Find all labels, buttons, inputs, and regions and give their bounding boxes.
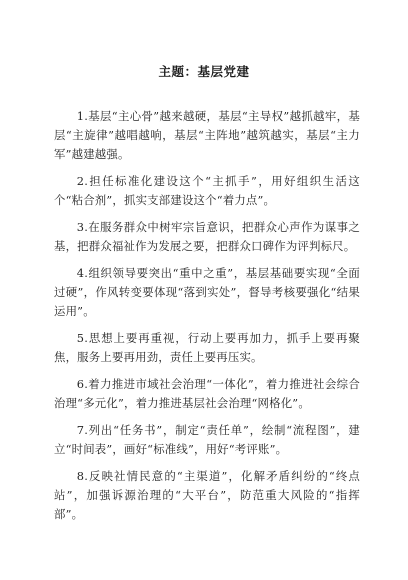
paragraph-8: 8.反映社情民意的“主渠道”，化解矛盾纠纷的“终点站”，加强诉源治理的“大平台”，防范重大风险的“指挥部”。 <box>54 469 360 521</box>
paragraph-6: 6.着力推进市域社会治理“一体化”，着力推进社会综合治理“多元化”，着力推进基层社会治理“网格化”。 <box>54 377 360 410</box>
paragraph-1: 1.基层“主心骨”越来越硬，基层“主导权”越抓越牢，基层“主旋律”越唱越响，基层“主阵地”越筑越实，基层“主力军”越建越强。 <box>54 109 360 161</box>
paragraph-3: 3.在服务群众中树牢宗旨意识，把群众心声作为谋事之基，把群众福祉作为发展之要，把群众口碑作为评判标尺。 <box>54 220 360 253</box>
paragraph-2: 2.担任标准化建设这个“主抓手”，用好组织生活这个“粘合剂”，抓实支部建设这个“着力点”。 <box>54 174 360 207</box>
document-body <box>54 107 360 532</box>
paragraph-5: 5.思想上要再重视，行动上要再加力，抓手上要再聚焦，服务上要再用劲，责任上要再压实。 <box>54 331 360 364</box>
document-title: 主题：基层党建 <box>158 64 250 79</box>
paragraph-4: 4.组织领导要突出“重中之重”，基层基础要实现“全面过硬”，作风转变要体现“落到实处”，督导考核要强化“结果运用”。 <box>54 266 360 318</box>
paragraph-7: 7.列出“任务书”，制定“责任单”，绘制“流程图”，建立“时间表”，画好“标准线”，用好“考评账”。 <box>54 423 360 456</box>
